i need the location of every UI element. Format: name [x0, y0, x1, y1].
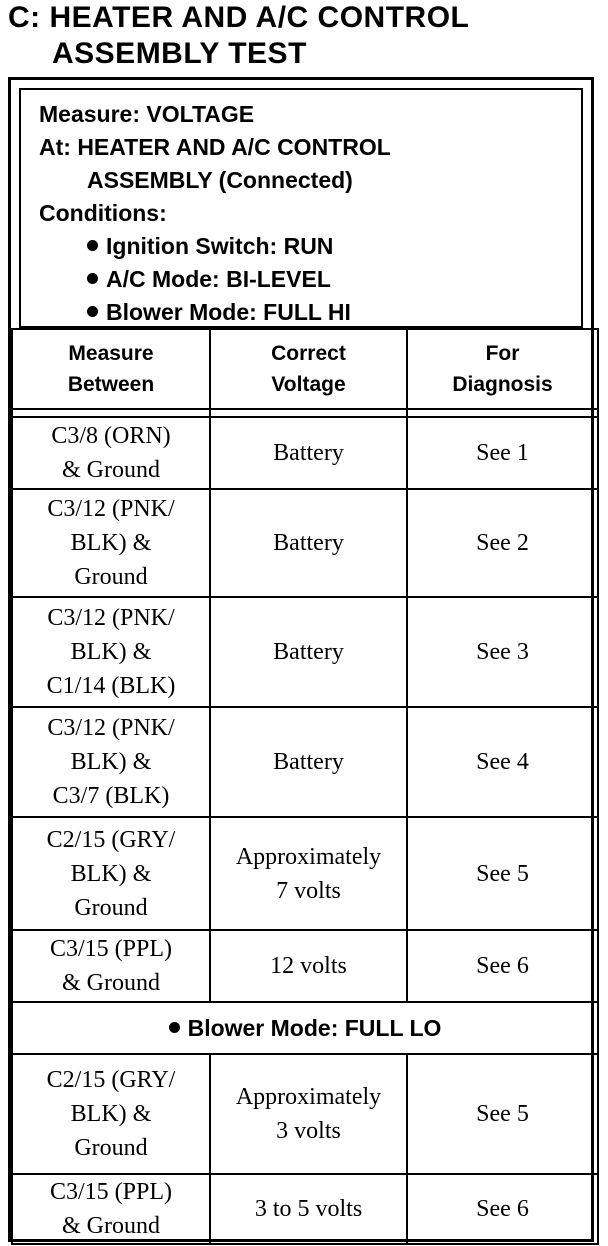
measure-between-cell: C3/15 (PPL) & Ground	[12, 1174, 210, 1244]
diagnosis-cell: See 6	[407, 930, 598, 1002]
table-row	[12, 417, 598, 489]
condition-text: Blower Mode: FULL HI	[106, 299, 351, 325]
condition-bullet	[39, 263, 581, 296]
correct-voltage-cell: Battery	[210, 417, 407, 489]
condition-text: A/C Mode: BI-LEVEL	[106, 266, 331, 292]
header-separator	[12, 409, 598, 417]
table-row	[12, 707, 598, 817]
conditions-text	[21, 90, 581, 329]
diagnosis-cell: See 3	[407, 597, 598, 707]
measure-between-cell: C2/15 (GRY/ BLK) & Ground	[12, 1054, 210, 1174]
at-line-1: At: HEATER AND A/C CONTROL	[39, 134, 391, 160]
correct-voltage-cell: Battery	[210, 489, 407, 597]
table-row	[12, 1054, 598, 1174]
title-line-1: C: HEATER AND A/C CONTROL	[8, 1, 470, 34]
measure-between-cell: C3/12 (PNK/ BLK) & C1/14 (BLK)	[12, 597, 210, 707]
diagnosis-cell: See 1	[407, 417, 598, 489]
table-row	[12, 1174, 598, 1244]
measure-between-cell: C3/8 (ORN) & Ground	[12, 417, 210, 489]
conditions-label: Conditions:	[39, 200, 167, 226]
correct-voltage-cell: 12 volts	[210, 930, 407, 1002]
diagnosis-cell: See 5	[407, 817, 598, 930]
header-correct-voltage: Correct Voltage	[210, 329, 407, 409]
table-row	[12, 817, 598, 930]
measure-between-cell: C3/12 (PNK/ BLK) & Ground	[12, 489, 210, 597]
conditions-box	[19, 88, 583, 328]
correct-voltage-cell: Battery	[210, 707, 407, 817]
diagnosis-cell: See 5	[407, 1054, 598, 1174]
measure-between-cell: C3/12 (PNK/ BLK) & C3/7 (BLK)	[12, 707, 210, 817]
diagnosis-cell: See 6	[407, 1174, 598, 1244]
bullet-icon	[87, 240, 98, 251]
condition-text: Ignition Switch: RUN	[106, 233, 334, 259]
measure-line: Measure: VOLTAGE	[39, 101, 255, 127]
correct-voltage-cell: Approximately 7 volts	[210, 817, 407, 930]
diagnosis-cell: See 4	[407, 707, 598, 817]
at-line-2: ASSEMBLY (Connected)	[87, 167, 353, 193]
table-row	[12, 930, 598, 1002]
header-measure-between: Measure Between	[12, 329, 210, 409]
correct-voltage-cell: Battery	[210, 597, 407, 707]
test-frame	[8, 77, 594, 1242]
correct-voltage-cell: Approximately 3 volts	[210, 1054, 407, 1174]
table-row	[12, 597, 598, 707]
measure-between-cell: C3/15 (PPL) & Ground	[12, 930, 210, 1002]
bullet-icon	[87, 273, 98, 284]
section-row-full-lo	[12, 1002, 598, 1054]
bullet-icon	[169, 1022, 180, 1033]
correct-voltage-cell: 3 to 5 volts	[210, 1174, 407, 1244]
header-for-diagnosis: For Diagnosis	[407, 329, 598, 409]
measurement-table	[11, 328, 591, 1245]
section-label	[12, 1002, 598, 1054]
diagnosis-cell: See 2	[407, 489, 598, 597]
condition-bullet	[39, 230, 581, 263]
bullet-icon	[87, 306, 98, 317]
title-line-2: ASSEMBLY TEST	[52, 37, 307, 70]
condition-bullet	[39, 296, 581, 329]
table-row	[12, 489, 598, 597]
table-header-row	[12, 329, 598, 409]
measure-between-cell: C2/15 (GRY/ BLK) & Ground	[12, 817, 210, 930]
page-title	[8, 0, 600, 72]
section-label-text: Blower Mode: FULL LO	[187, 1014, 442, 1041]
